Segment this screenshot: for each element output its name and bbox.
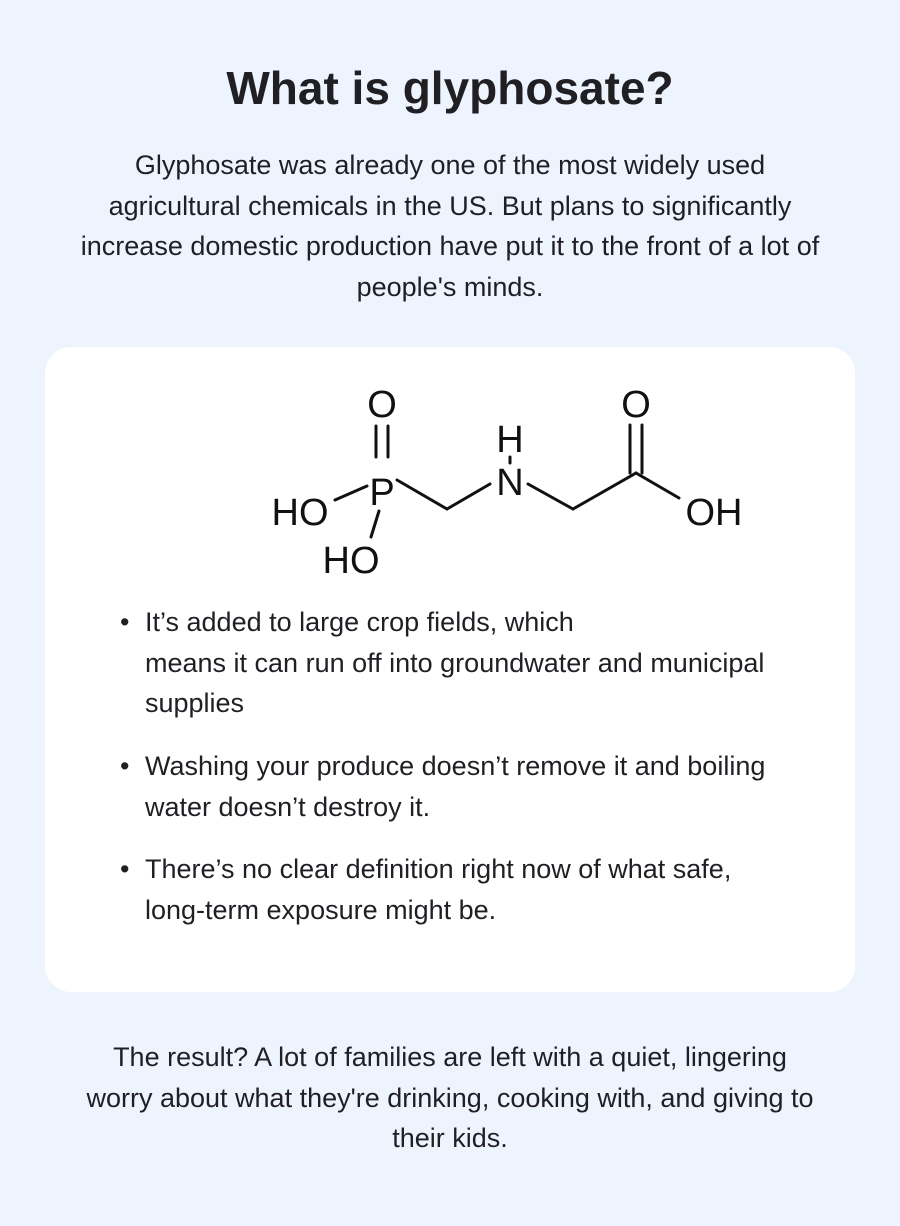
bond-ch2-c [573,473,636,509]
intro-paragraph: Glyphosate was already one of the most widely used agricultural chemicals in the US. But plans to significantly increase domestic production have put it to the front of a lot of people's minds. [80,150,820,302]
atom-p: P [369,472,395,514]
bond-p-ho-bottom [371,511,379,537]
info-card [45,347,855,992]
atom-oh: OH [685,492,743,534]
bond-n-ch2 [528,484,573,509]
bullet-marker: • [120,854,130,884]
atom-ho-bottom: HO [322,540,380,577]
atom-o-carbonyl: O [621,384,651,426]
bullet-exposure [120,849,785,930]
bullet-text: It’s added to large crop fields, which means it can run off into groundwater and municipal supplies [145,607,765,718]
bond-c-oh [636,473,679,498]
bullet-washing [120,746,785,827]
atom-h: H [496,419,524,461]
outro-paragraph: The result? A lot of families are left with a quiet, lingering worry about what they're drinking, cooking with, and giving to their kids. [86,1042,814,1153]
glyphosate-structure-diagram [245,377,765,577]
atom-ho-left: HO [271,492,329,534]
page-title: What is glyphosate? [226,62,674,114]
bullet-runoff [120,602,785,724]
bond-p-ch2 [397,480,447,509]
bullet-marker: • [120,607,130,637]
bond-ch2-n [447,484,490,509]
atom-o-phosphoryl: O [367,384,397,426]
bond-ho-p [335,486,367,500]
bullet-text: There’s no clear definition right now of what safe, long-term exposure might be. [145,854,732,925]
atom-n: N [496,462,524,504]
bullet-marker: • [120,751,130,781]
bullet-text: Washing your produce doesn’t remove it and boiling water doesn’t destroy it. [145,751,766,822]
